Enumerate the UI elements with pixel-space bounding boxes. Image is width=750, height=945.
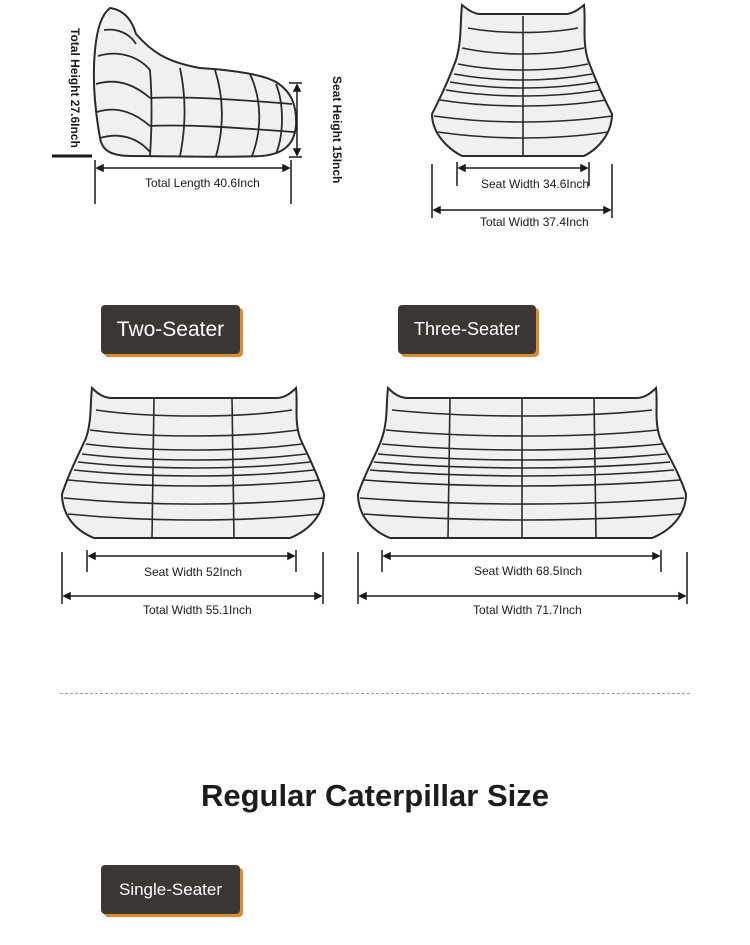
single-total-width-label: Total Width 37.4Inch <box>480 215 589 229</box>
single-seater-label: Single-Seater <box>118 879 222 899</box>
three-seater-seat-width-label: Seat Width 68.5Inch <box>474 564 583 578</box>
two-seater-total-width-label: Total Width 55.1Inch <box>143 603 252 617</box>
single-seat-width-label: Seat Width 34.6Inch <box>481 177 590 191</box>
section-divider <box>60 693 690 694</box>
two-seater-seat-width-label: Seat Width 52Inch <box>144 565 243 579</box>
total-height-label: Total Height 27.6Inch <box>68 28 82 148</box>
two-seater-label: Two-Seater <box>116 317 225 341</box>
seat-height-label: Seat Height 15Inch <box>330 76 344 184</box>
section-title: Regular Caterpillar Size <box>200 778 549 813</box>
three-seater-label: Three-Seater <box>413 319 521 339</box>
single-seater-badge <box>101 865 240 914</box>
three-seater-total-width-label: Total Width 71.7Inch <box>473 603 582 617</box>
total-length-label: Total Length 40.6Inch <box>145 176 260 190</box>
